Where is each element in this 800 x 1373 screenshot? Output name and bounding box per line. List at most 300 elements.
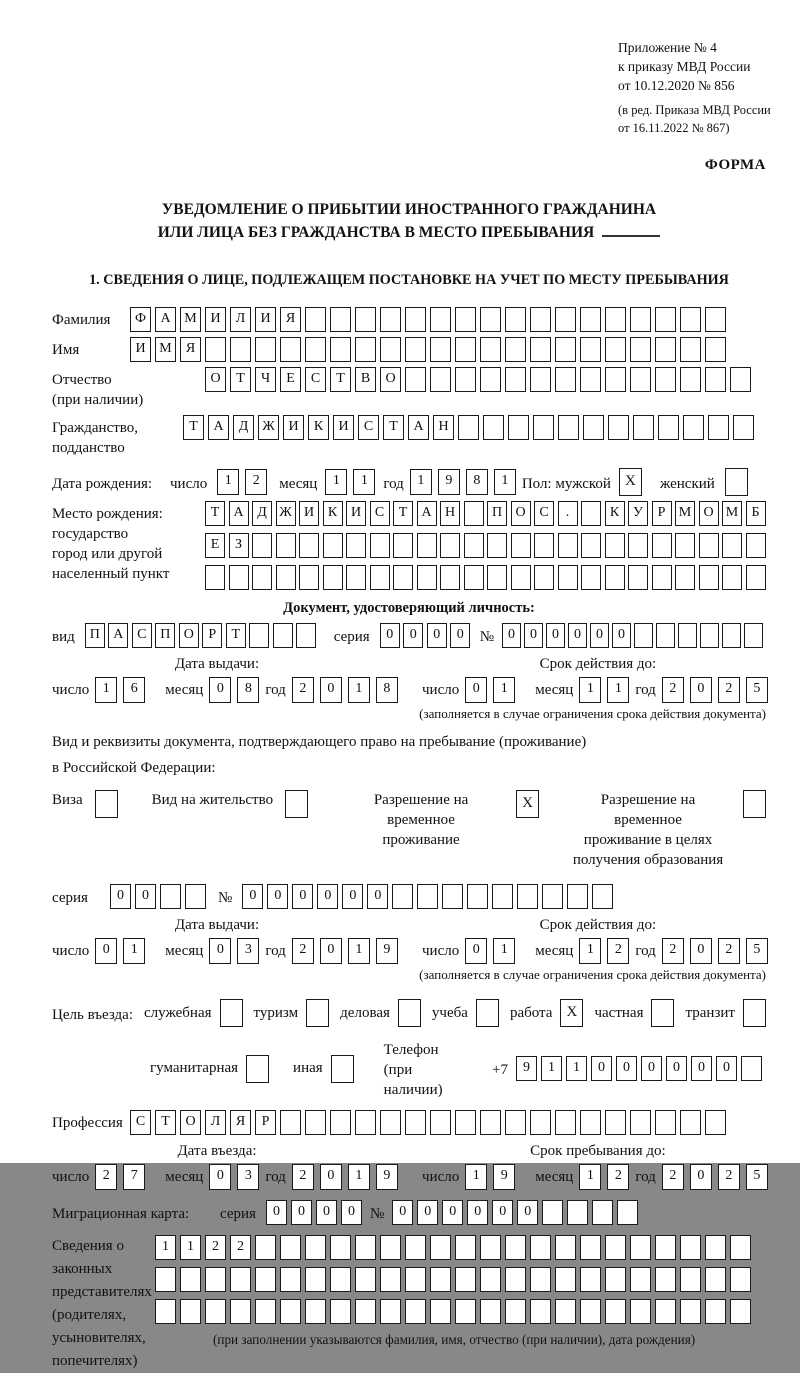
char-cell[interactable]: [480, 1235, 501, 1260]
char-cell[interactable]: 0: [320, 938, 342, 964]
char-cell[interactable]: 0: [320, 677, 342, 703]
char-cell[interactable]: [405, 1110, 426, 1135]
char-cell[interactable]: 0: [641, 1056, 662, 1081]
char-cell[interactable]: [230, 1299, 251, 1324]
char-cell[interactable]: С: [358, 415, 379, 440]
char-cell[interactable]: [296, 623, 316, 648]
char-cell[interactable]: 1: [579, 1164, 601, 1190]
char-cell[interactable]: [255, 1299, 276, 1324]
purpose-official-checkbox[interactable]: [220, 999, 243, 1027]
char-cell[interactable]: [705, 1267, 726, 1292]
purpose-work-checkbox[interactable]: X: [560, 999, 583, 1027]
char-cell[interactable]: [655, 307, 676, 332]
char-cell[interactable]: [580, 307, 601, 332]
char-cell[interactable]: [558, 565, 578, 590]
char-cell[interactable]: [730, 367, 751, 392]
char-cell[interactable]: 2: [292, 938, 314, 964]
char-cell[interactable]: [534, 533, 554, 558]
char-cell[interactable]: [380, 1267, 401, 1292]
char-cell[interactable]: 2: [662, 677, 684, 703]
char-cell[interactable]: [346, 565, 366, 590]
char-cell[interactable]: 1: [348, 938, 370, 964]
purpose-humanitarian-checkbox[interactable]: [246, 1055, 269, 1083]
char-cell[interactable]: [699, 565, 719, 590]
char-cell[interactable]: [608, 415, 629, 440]
char-cell[interactable]: [330, 337, 351, 362]
char-cell[interactable]: [430, 1299, 451, 1324]
char-cell[interactable]: 9: [516, 1056, 537, 1081]
char-cell[interactable]: 3: [237, 1164, 259, 1190]
residence-permit-checkbox[interactable]: [285, 790, 308, 818]
char-cell[interactable]: [705, 367, 726, 392]
char-cell[interactable]: П: [487, 501, 507, 526]
char-cell[interactable]: [680, 1110, 701, 1135]
char-cell[interactable]: [370, 533, 390, 558]
char-cell[interactable]: 9: [493, 1164, 515, 1190]
char-cell[interactable]: [480, 307, 501, 332]
char-cell[interactable]: [430, 1110, 451, 1135]
char-cell[interactable]: [430, 1235, 451, 1260]
char-cell[interactable]: [505, 1110, 526, 1135]
char-cell[interactable]: [455, 1299, 476, 1324]
char-cell[interactable]: [305, 307, 326, 332]
char-cell[interactable]: Т: [183, 415, 204, 440]
char-cell[interactable]: 0: [110, 884, 131, 909]
char-cell[interactable]: 1: [566, 1056, 587, 1081]
char-cell[interactable]: [305, 337, 326, 362]
char-cell[interactable]: Я: [280, 307, 301, 332]
char-cell[interactable]: [252, 565, 272, 590]
char-cell[interactable]: 0: [242, 884, 263, 909]
char-cell[interactable]: 1: [579, 677, 601, 703]
char-cell[interactable]: [605, 307, 626, 332]
char-cell[interactable]: [741, 1056, 762, 1081]
char-cell[interactable]: [508, 415, 529, 440]
char-cell[interactable]: [555, 307, 576, 332]
char-cell[interactable]: К: [323, 501, 343, 526]
char-cell[interactable]: [530, 367, 551, 392]
char-cell[interactable]: [305, 1299, 326, 1324]
char-cell[interactable]: [581, 501, 601, 526]
char-cell[interactable]: [605, 1110, 626, 1135]
char-cell[interactable]: [708, 415, 729, 440]
char-cell[interactable]: [630, 1110, 651, 1135]
char-cell[interactable]: О: [380, 367, 401, 392]
char-cell[interactable]: [487, 565, 507, 590]
char-cell[interactable]: [229, 565, 249, 590]
char-cell[interactable]: Т: [205, 501, 225, 526]
char-cell[interactable]: А: [408, 415, 429, 440]
char-cell[interactable]: [230, 1267, 251, 1292]
char-cell[interactable]: 1: [465, 1164, 487, 1190]
char-cell[interactable]: [530, 307, 551, 332]
char-cell[interactable]: [655, 1110, 676, 1135]
char-cell[interactable]: [630, 1299, 651, 1324]
char-cell[interactable]: [393, 533, 413, 558]
char-cell[interactable]: [455, 1235, 476, 1260]
char-cell[interactable]: [380, 307, 401, 332]
char-cell[interactable]: М: [675, 501, 695, 526]
char-cell[interactable]: [405, 307, 426, 332]
char-cell[interactable]: Т: [330, 367, 351, 392]
char-cell[interactable]: Р: [202, 623, 222, 648]
char-cell[interactable]: [605, 337, 626, 362]
char-cell[interactable]: [530, 1235, 551, 1260]
char-cell[interactable]: 0: [403, 623, 423, 648]
char-cell[interactable]: [185, 884, 206, 909]
char-cell[interactable]: [455, 1267, 476, 1292]
char-cell[interactable]: 0: [341, 1200, 362, 1225]
char-cell[interactable]: З: [229, 533, 249, 558]
char-cell[interactable]: 0: [367, 884, 388, 909]
char-cell[interactable]: [655, 367, 676, 392]
char-cell[interactable]: Т: [230, 367, 251, 392]
char-cell[interactable]: 1: [494, 469, 516, 495]
char-cell[interactable]: О: [179, 623, 199, 648]
char-cell[interactable]: [480, 337, 501, 362]
char-cell[interactable]: [205, 1267, 226, 1292]
char-cell[interactable]: 0: [690, 677, 712, 703]
char-cell[interactable]: [205, 337, 226, 362]
purpose-study-checkbox[interactable]: [476, 999, 499, 1027]
temp-residence-edu-checkbox[interactable]: [743, 790, 766, 818]
char-cell[interactable]: [487, 533, 507, 558]
char-cell[interactable]: 6: [123, 677, 145, 703]
char-cell[interactable]: 0: [291, 1200, 312, 1225]
char-cell[interactable]: [655, 337, 676, 362]
char-cell[interactable]: [355, 1110, 376, 1135]
char-cell[interactable]: 5: [746, 938, 768, 964]
char-cell[interactable]: [405, 367, 426, 392]
char-cell[interactable]: [567, 1200, 588, 1225]
char-cell[interactable]: 2: [607, 1164, 629, 1190]
char-cell[interactable]: [705, 337, 726, 362]
char-cell[interactable]: [655, 1235, 676, 1260]
purpose-transit-checkbox[interactable]: [743, 999, 766, 1027]
char-cell[interactable]: [430, 367, 451, 392]
char-cell[interactable]: 2: [245, 469, 267, 495]
char-cell[interactable]: [581, 565, 601, 590]
char-cell[interactable]: [630, 1267, 651, 1292]
char-cell[interactable]: 0: [450, 623, 470, 648]
char-cell[interactable]: 0: [442, 1200, 463, 1225]
purpose-private-checkbox[interactable]: [651, 999, 674, 1027]
char-cell[interactable]: [442, 884, 463, 909]
char-cell[interactable]: 1: [493, 938, 515, 964]
char-cell[interactable]: [305, 1235, 326, 1260]
char-cell[interactable]: 2: [718, 677, 740, 703]
char-cell[interactable]: 0: [666, 1056, 687, 1081]
char-cell[interactable]: И: [333, 415, 354, 440]
char-cell[interactable]: 5: [746, 1164, 768, 1190]
char-cell[interactable]: [680, 1235, 701, 1260]
char-cell[interactable]: [628, 565, 648, 590]
char-cell[interactable]: М: [722, 501, 742, 526]
char-cell[interactable]: [505, 1299, 526, 1324]
char-cell[interactable]: Т: [393, 501, 413, 526]
char-cell[interactable]: [628, 533, 648, 558]
char-cell[interactable]: Т: [155, 1110, 176, 1135]
char-cell[interactable]: [558, 533, 578, 558]
char-cell[interactable]: [511, 533, 531, 558]
char-cell[interactable]: [746, 533, 766, 558]
char-cell[interactable]: М: [180, 307, 201, 332]
purpose-business-checkbox[interactable]: [398, 999, 421, 1027]
char-cell[interactable]: [455, 1110, 476, 1135]
char-cell[interactable]: А: [155, 307, 176, 332]
char-cell[interactable]: [592, 1200, 613, 1225]
char-cell[interactable]: [683, 415, 704, 440]
char-cell[interactable]: [680, 307, 701, 332]
char-cell[interactable]: [580, 1110, 601, 1135]
char-cell[interactable]: 5: [746, 677, 768, 703]
purpose-other-checkbox[interactable]: [331, 1055, 354, 1083]
char-cell[interactable]: [355, 337, 376, 362]
char-cell[interactable]: [483, 415, 504, 440]
char-cell[interactable]: П: [85, 623, 105, 648]
char-cell[interactable]: 0: [690, 938, 712, 964]
char-cell[interactable]: [405, 1235, 426, 1260]
char-cell[interactable]: [583, 415, 604, 440]
char-cell[interactable]: 0: [612, 623, 631, 648]
char-cell[interactable]: 1: [493, 677, 515, 703]
char-cell[interactable]: Р: [652, 501, 672, 526]
char-cell[interactable]: А: [108, 623, 128, 648]
char-cell[interactable]: Ч: [255, 367, 276, 392]
purpose-tourism-checkbox[interactable]: [306, 999, 329, 1027]
char-cell[interactable]: 2: [230, 1235, 251, 1260]
char-cell[interactable]: Я: [230, 1110, 251, 1135]
char-cell[interactable]: И: [130, 337, 151, 362]
char-cell[interactable]: [405, 337, 426, 362]
char-cell[interactable]: [630, 337, 651, 362]
char-cell[interactable]: 2: [718, 1164, 740, 1190]
char-cell[interactable]: [746, 565, 766, 590]
char-cell[interactable]: .: [558, 501, 578, 526]
char-cell[interactable]: [155, 1299, 176, 1324]
char-cell[interactable]: [652, 565, 672, 590]
char-cell[interactable]: [455, 367, 476, 392]
char-cell[interactable]: [276, 533, 296, 558]
char-cell[interactable]: [380, 1110, 401, 1135]
char-cell[interactable]: 0: [135, 884, 156, 909]
char-cell[interactable]: [430, 337, 451, 362]
char-cell[interactable]: [393, 565, 413, 590]
char-cell[interactable]: [440, 565, 460, 590]
char-cell[interactable]: 1: [348, 677, 370, 703]
char-cell[interactable]: [605, 565, 625, 590]
char-cell[interactable]: 1: [410, 469, 432, 495]
char-cell[interactable]: К: [605, 501, 625, 526]
char-cell[interactable]: [276, 565, 296, 590]
char-cell[interactable]: [680, 367, 701, 392]
char-cell[interactable]: И: [346, 501, 366, 526]
char-cell[interactable]: А: [417, 501, 437, 526]
char-cell[interactable]: [505, 307, 526, 332]
char-cell[interactable]: Ф: [130, 307, 151, 332]
char-cell[interactable]: [580, 1267, 601, 1292]
char-cell[interactable]: [346, 533, 366, 558]
char-cell[interactable]: [592, 884, 613, 909]
char-cell[interactable]: [722, 565, 742, 590]
char-cell[interactable]: 0: [467, 1200, 488, 1225]
char-cell[interactable]: [180, 1267, 201, 1292]
char-cell[interactable]: 1: [607, 677, 629, 703]
char-cell[interactable]: [205, 565, 225, 590]
char-cell[interactable]: [505, 367, 526, 392]
char-cell[interactable]: [330, 1110, 351, 1135]
char-cell[interactable]: Е: [205, 533, 225, 558]
char-cell[interactable]: 9: [376, 938, 398, 964]
char-cell[interactable]: 1: [217, 469, 239, 495]
char-cell[interactable]: [155, 1267, 176, 1292]
char-cell[interactable]: [580, 1235, 601, 1260]
char-cell[interactable]: [280, 1110, 301, 1135]
char-cell[interactable]: [511, 565, 531, 590]
char-cell[interactable]: 0: [320, 1164, 342, 1190]
char-cell[interactable]: 0: [591, 1056, 612, 1081]
char-cell[interactable]: 0: [690, 1164, 712, 1190]
visa-checkbox[interactable]: [95, 790, 118, 818]
char-cell[interactable]: [534, 565, 554, 590]
char-cell[interactable]: 1: [348, 1164, 370, 1190]
char-cell[interactable]: П: [155, 623, 175, 648]
char-cell[interactable]: Д: [252, 501, 272, 526]
char-cell[interactable]: [505, 1267, 526, 1292]
char-cell[interactable]: [458, 415, 479, 440]
char-cell[interactable]: И: [205, 307, 226, 332]
char-cell[interactable]: [655, 1299, 676, 1324]
char-cell[interactable]: [255, 337, 276, 362]
char-cell[interactable]: [160, 884, 181, 909]
char-cell[interactable]: 7: [123, 1164, 145, 1190]
char-cell[interactable]: У: [628, 501, 648, 526]
char-cell[interactable]: [230, 337, 251, 362]
char-cell[interactable]: Б: [746, 501, 766, 526]
char-cell[interactable]: Е: [280, 367, 301, 392]
char-cell[interactable]: 3: [237, 938, 259, 964]
char-cell[interactable]: [380, 1235, 401, 1260]
char-cell[interactable]: [464, 565, 484, 590]
char-cell[interactable]: [680, 1267, 701, 1292]
char-cell[interactable]: [430, 307, 451, 332]
char-cell[interactable]: 2: [607, 938, 629, 964]
char-cell[interactable]: [305, 1110, 326, 1135]
char-cell[interactable]: 0: [427, 623, 447, 648]
char-cell[interactable]: [680, 1299, 701, 1324]
char-cell[interactable]: 2: [205, 1235, 226, 1260]
char-cell[interactable]: Л: [205, 1110, 226, 1135]
char-cell[interactable]: 0: [209, 677, 231, 703]
char-cell[interactable]: [430, 1267, 451, 1292]
char-cell[interactable]: [730, 1299, 751, 1324]
char-cell[interactable]: [480, 1110, 501, 1135]
char-cell[interactable]: 0: [209, 1164, 231, 1190]
char-cell[interactable]: [730, 1235, 751, 1260]
char-cell[interactable]: [355, 307, 376, 332]
char-cell[interactable]: [417, 884, 438, 909]
char-cell[interactable]: [630, 307, 651, 332]
char-cell[interactable]: И: [283, 415, 304, 440]
char-cell[interactable]: А: [208, 415, 229, 440]
char-cell[interactable]: 0: [546, 623, 565, 648]
char-cell[interactable]: И: [255, 307, 276, 332]
char-cell[interactable]: [581, 533, 601, 558]
char-cell[interactable]: [455, 337, 476, 362]
char-cell[interactable]: [480, 367, 501, 392]
char-cell[interactable]: С: [132, 623, 152, 648]
char-cell[interactable]: [605, 367, 626, 392]
char-cell[interactable]: [480, 1299, 501, 1324]
char-cell[interactable]: [699, 533, 719, 558]
char-cell[interactable]: [555, 337, 576, 362]
char-cell[interactable]: [330, 1299, 351, 1324]
char-cell[interactable]: [323, 533, 343, 558]
char-cell[interactable]: 0: [266, 1200, 287, 1225]
char-cell[interactable]: 0: [316, 1200, 337, 1225]
char-cell[interactable]: [380, 1299, 401, 1324]
char-cell[interactable]: [722, 623, 741, 648]
char-cell[interactable]: [580, 1299, 601, 1324]
char-cell[interactable]: Н: [440, 501, 460, 526]
char-cell[interactable]: [558, 415, 579, 440]
char-cell[interactable]: [555, 367, 576, 392]
char-cell[interactable]: [658, 415, 679, 440]
char-cell[interactable]: 0: [465, 938, 487, 964]
char-cell[interactable]: [533, 415, 554, 440]
char-cell[interactable]: [280, 337, 301, 362]
char-cell[interactable]: 1: [123, 938, 145, 964]
char-cell[interactable]: [517, 884, 538, 909]
char-cell[interactable]: [330, 307, 351, 332]
sex-male-checkbox[interactable]: X: [619, 468, 642, 496]
char-cell[interactable]: 0: [568, 623, 587, 648]
char-cell[interactable]: [680, 337, 701, 362]
char-cell[interactable]: 2: [662, 1164, 684, 1190]
char-cell[interactable]: Н: [433, 415, 454, 440]
char-cell[interactable]: [505, 1235, 526, 1260]
char-cell[interactable]: [678, 623, 697, 648]
char-cell[interactable]: [355, 1267, 376, 1292]
char-cell[interactable]: [555, 1110, 576, 1135]
char-cell[interactable]: [305, 1267, 326, 1292]
char-cell[interactable]: 9: [438, 469, 460, 495]
char-cell[interactable]: [555, 1235, 576, 1260]
char-cell[interactable]: [255, 1267, 276, 1292]
char-cell[interactable]: [249, 623, 269, 648]
char-cell[interactable]: [634, 623, 653, 648]
char-cell[interactable]: [700, 623, 719, 648]
char-cell[interactable]: [492, 884, 513, 909]
char-cell[interactable]: 8: [237, 677, 259, 703]
char-cell[interactable]: 0: [392, 1200, 413, 1225]
char-cell[interactable]: 0: [465, 677, 487, 703]
char-cell[interactable]: О: [180, 1110, 201, 1135]
char-cell[interactable]: [355, 1299, 376, 1324]
char-cell[interactable]: [330, 1267, 351, 1292]
char-cell[interactable]: 0: [492, 1200, 513, 1225]
char-cell[interactable]: С: [130, 1110, 151, 1135]
char-cell[interactable]: 8: [466, 469, 488, 495]
char-cell[interactable]: 1: [579, 938, 601, 964]
char-cell[interactable]: [530, 1267, 551, 1292]
char-cell[interactable]: [440, 533, 460, 558]
char-cell[interactable]: 2: [292, 1164, 314, 1190]
char-cell[interactable]: [405, 1299, 426, 1324]
char-cell[interactable]: 0: [342, 884, 363, 909]
char-cell[interactable]: [542, 1200, 563, 1225]
char-cell[interactable]: М: [155, 337, 176, 362]
